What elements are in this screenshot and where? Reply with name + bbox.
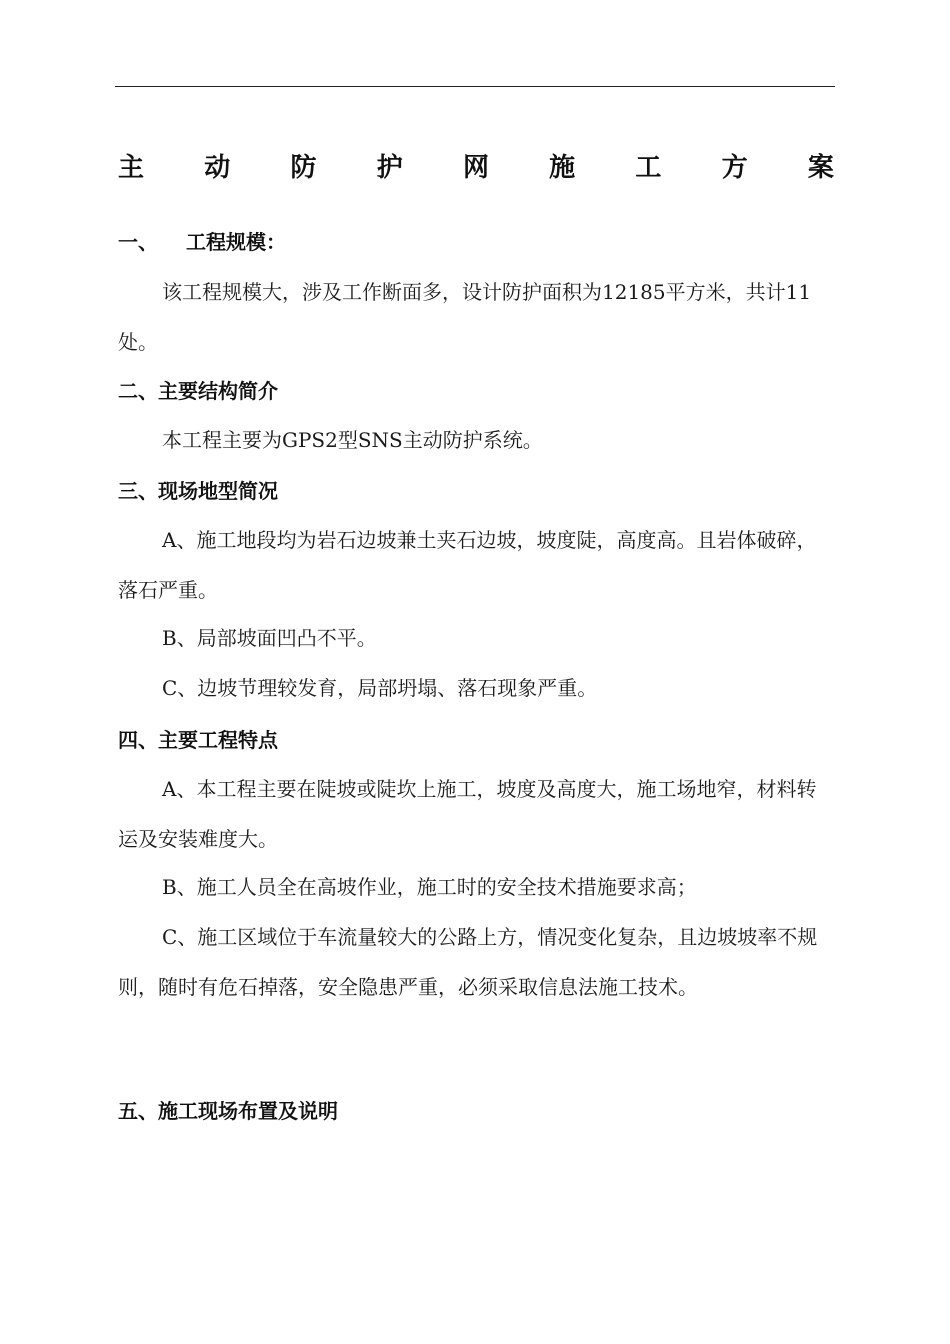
section-heading-4: [118, 725, 278, 755]
paragraph: B、局部坡面凹凸不平。: [162, 626, 377, 650]
section-heading-2: [118, 376, 278, 406]
paragraph: A、本工程主要在陡坡或陡坎上施工，坡度及高度大，施工场地窄，材料转运及安装难度大。: [118, 777, 817, 851]
section-heading-1: [118, 227, 286, 257]
section-number: 一、: [118, 230, 158, 254]
section-title: 施工现场布置及说明: [158, 1099, 338, 1123]
title-char: 护: [376, 153, 403, 183]
paragraph: A、施工地段均为岩石边坡兼土夹石边坡，坡度陡，高度高。且岩体破碎，落石严重。: [118, 528, 817, 602]
section-title: 工程规模：: [186, 230, 286, 254]
title-char: 主: [118, 153, 145, 183]
paragraph: C、边坡节理较发育，局部坍塌、落石现象严重。: [162, 676, 598, 700]
section-number: 五、: [118, 1099, 158, 1123]
title-char: 施: [549, 153, 576, 183]
section-heading-3: [118, 476, 278, 506]
section-heading-5: [118, 1096, 338, 1126]
title-char: 动: [204, 153, 231, 183]
section-title: 主要工程特点: [158, 728, 278, 752]
paragraph: C、施工区域位于车流量较大的公路上方，情况变化复杂，且边坡坡率不规则，随时有危石掉落，安全隐患严重，必须采取信息法施工技术。: [118, 925, 818, 999]
paragraph: B、施工人员全在高坡作业，施工时的安全技术措施要求高；: [162, 875, 697, 899]
title-char: 网: [462, 153, 489, 183]
section-title: 现场地型简况: [158, 479, 278, 503]
paragraph: 本工程主要为GPS2型SNS主动防护系统。: [162, 428, 543, 452]
document-title: [118, 148, 834, 188]
section-number: 二、: [118, 379, 158, 403]
header-rule: [115, 86, 835, 87]
title-char: 方: [721, 153, 748, 183]
paragraph: 该工程规模大，涉及工作断面多，设计防护面积为12185平方米，共计11处。: [118, 280, 812, 354]
title-char: 案: [807, 153, 834, 183]
section-number: 三、: [118, 479, 158, 503]
title-char: 工: [635, 153, 662, 183]
section-title: 主要结构简介: [158, 379, 278, 403]
section-number: 四、: [118, 728, 158, 752]
title-char: 防: [290, 153, 317, 183]
